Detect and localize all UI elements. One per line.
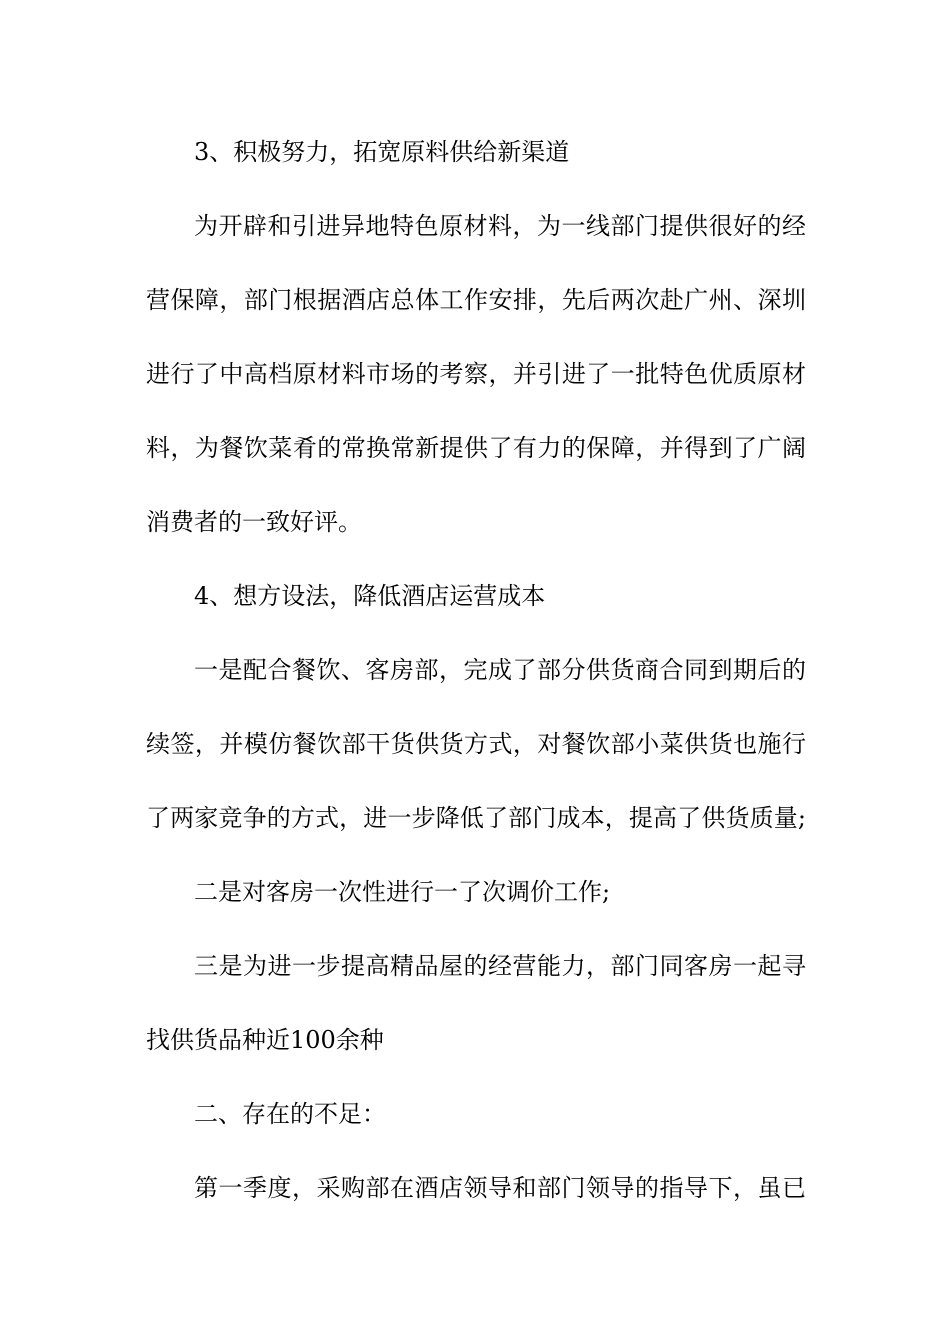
paragraph-line: 了两家竞争的方式，进一步降低了部门成本，提高了供货质量;: [146, 804, 806, 832]
paragraph-line: 料，为餐饮菜肴的常换常新提供了有力的保障，并得到了广阔: [146, 434, 806, 462]
heading-4: 4、想方设法，降低酒店运营成本: [194, 582, 546, 610]
paragraph-line: 一是配合餐饮、客房部，完成了部分供货商合同到期后的: [194, 656, 806, 684]
section-heading-shortcomings: 二、存在的不足：: [194, 1100, 386, 1128]
paragraph-line: 营保障，部门根据酒店总体工作安排，先后两次赴广州、深圳: [146, 286, 806, 314]
paragraph-line: 二是对客房一次性进行一了次调价工作;: [194, 878, 611, 906]
paragraph-line: 消费者的一致好评。: [146, 508, 362, 536]
paragraph-line: 为开辟和引进异地特色原材料，为一线部门提供很好的经: [194, 212, 806, 240]
paragraph-line: 进行了中高档原材料市场的考察，并引进了一批特色优质原材: [146, 360, 806, 388]
paragraph-line: 找供货品种近100余种: [146, 1026, 384, 1054]
paragraph-line: 三是为进一步提高精品屋的经营能力，部门同客房一起寻: [194, 952, 806, 980]
paragraph-line: 第一季度，采购部在酒店领导和部门领导的指导下，虽已: [194, 1174, 806, 1202]
paragraph-line: 续签，并模仿餐饮部干货供货方式，对餐饮部小菜供货也施行: [146, 730, 806, 758]
heading-3: 3、积极努力，拓宽原料供给新渠道: [194, 138, 570, 166]
